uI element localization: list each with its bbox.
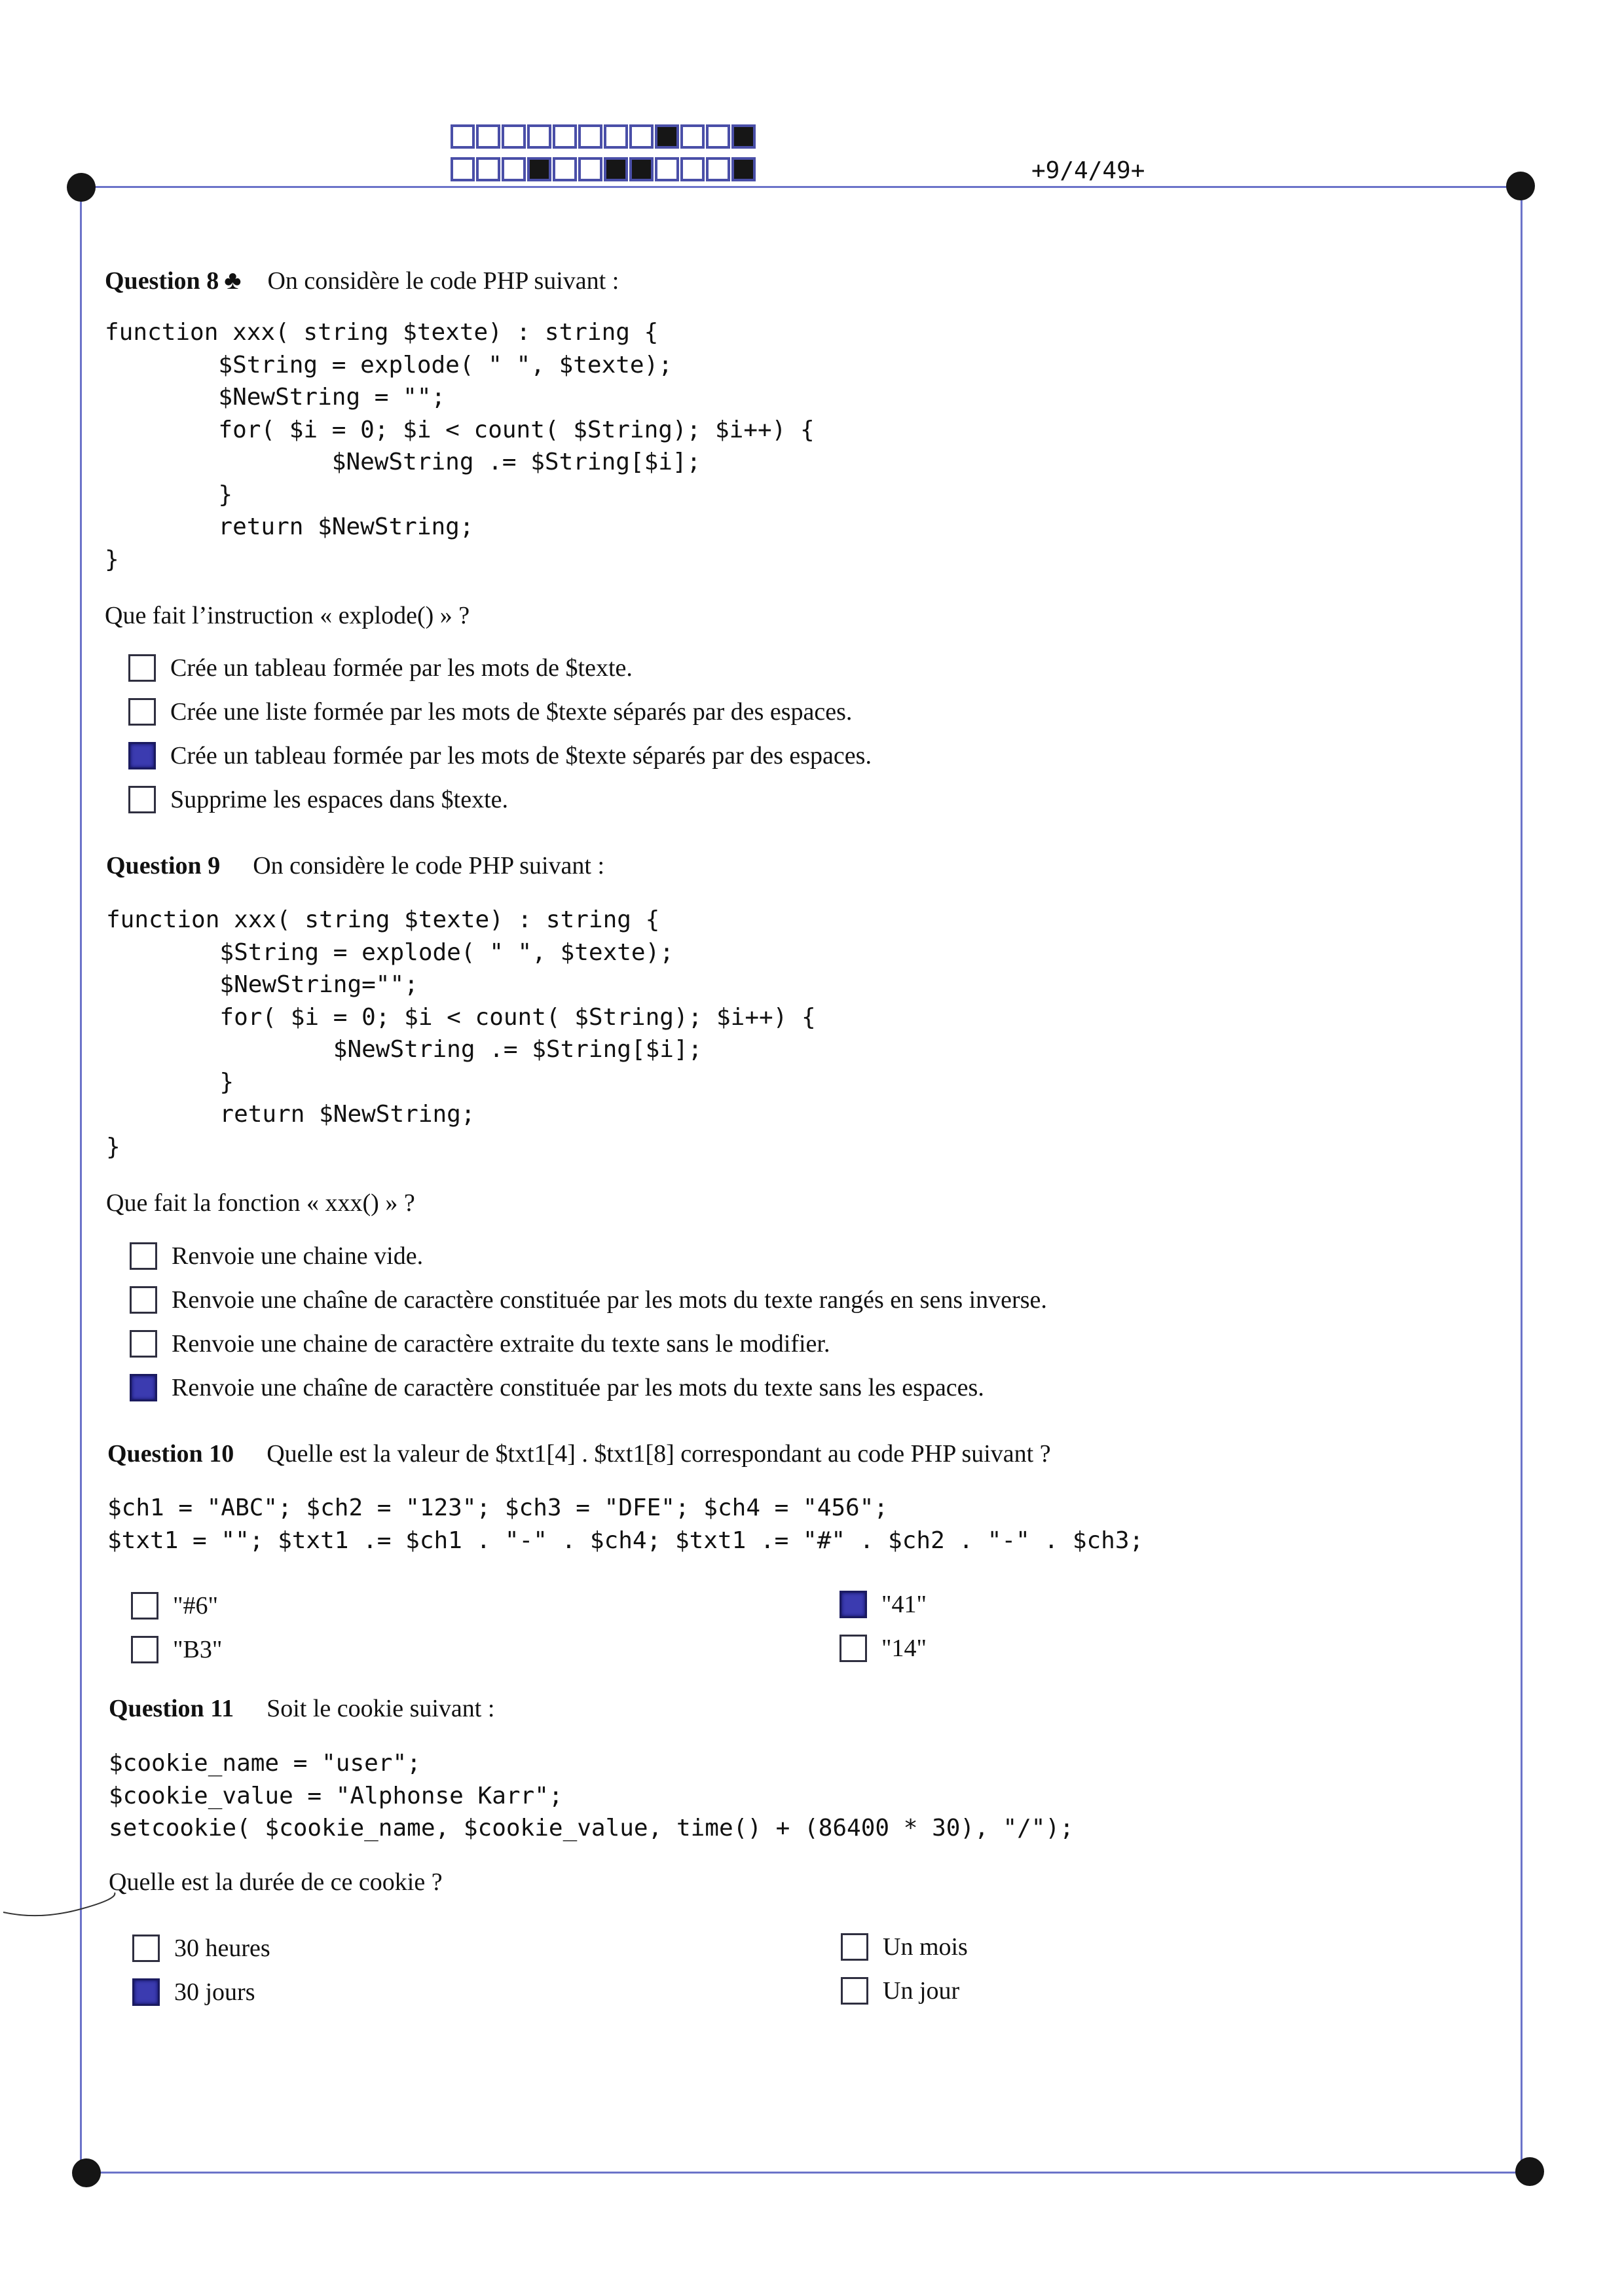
question-10-choice-3[interactable]: [131, 1635, 222, 1664]
checkbox[interactable]: [841, 1977, 868, 2005]
question-label: Question 10: [107, 1440, 234, 1468]
question-11-prompt: Quelle est la durée de ce cookie ?: [109, 1868, 443, 1896]
page-id: +9/4/49+: [1031, 157, 1145, 184]
barcode-cell-empty: [680, 157, 705, 181]
frame-left-line: [80, 186, 82, 2174]
question-11-choice-1[interactable]: [132, 1934, 270, 1963]
question-label: Question 8: [105, 267, 219, 295]
question-11-choice-3[interactable]: [132, 1978, 255, 2007]
choice-label: Renvoie une chaine de caractère extraite du texte sans le modifier.: [172, 1330, 830, 1358]
choice-label: "14": [881, 1635, 927, 1662]
choice-label: 30 jours: [174, 1978, 255, 2006]
question-10-choice-2[interactable]: [840, 1590, 927, 1619]
barcode-cell-empty: [604, 124, 628, 149]
barcode-bottom: [451, 157, 757, 181]
frame-bottom-line: [80, 2172, 1530, 2174]
question-9-choice-3[interactable]: [130, 1329, 830, 1358]
barcode-cell-empty: [655, 157, 679, 181]
choice-label: "#6": [173, 1592, 219, 1620]
barcode-cell-empty: [502, 124, 526, 149]
question-8-title: [105, 265, 619, 295]
barcode-cell-filled: [731, 157, 756, 181]
checkbox[interactable]: [840, 1635, 867, 1662]
question-10-title: [107, 1439, 1051, 1468]
question-label: Question 9: [106, 852, 221, 880]
question-9-prompt: Que fait la fonction « xxx() » ?: [106, 1189, 415, 1217]
question-8-choice-1[interactable]: [128, 654, 633, 682]
checkbox-checked[interactable]: [130, 1374, 157, 1401]
question-10-choice-4[interactable]: [840, 1634, 927, 1663]
choice-label: 30 heures: [174, 1935, 270, 1962]
frame-right-line: [1521, 186, 1522, 2174]
barcode-cell-empty: [451, 124, 475, 149]
question-9-choice-4[interactable]: [130, 1373, 984, 1402]
frame-top-line: [80, 186, 1521, 188]
choice-label: Supprime les espaces dans $texte.: [170, 786, 509, 813]
question-11-code: $cookie_name = "user"; $cookie_value = "Alphonse Karr"; setcookie( $cookie_name, $cookie_value, time() + (86400 * 30), "/");: [109, 1750, 1074, 1842]
question-8-choice-2[interactable]: [128, 697, 852, 726]
corner-mark-top-left: [67, 173, 96, 202]
corner-mark-bottom-left: [72, 2158, 101, 2187]
checkbox[interactable]: [128, 786, 156, 813]
question-intro: Quelle est la valeur de $txt1[4] . $txt1[8] correspondant au code PHP suivant ?: [267, 1440, 1051, 1468]
club-icon: ♣: [224, 265, 242, 295]
choice-label: "B3": [173, 1636, 223, 1663]
barcode-cell-filled: [527, 157, 551, 181]
choice-label: Renvoie une chaîne de caractère constituée par les mots du texte rangés en sens inverse.: [172, 1286, 1047, 1314]
checkbox[interactable]: [130, 1330, 157, 1358]
barcode-cell-empty: [706, 124, 730, 149]
barcode-cell-empty: [706, 157, 730, 181]
checkbox[interactable]: [130, 1286, 157, 1314]
corner-mark-bottom-right: [1515, 2157, 1544, 2186]
checkbox[interactable]: [131, 1592, 158, 1620]
barcode-cell-empty: [553, 157, 577, 181]
question-label: Question 11: [109, 1695, 234, 1722]
question-11-choice-2[interactable]: [841, 1933, 968, 1961]
question-11-title: [109, 1694, 494, 1723]
question-8-choice-4[interactable]: [128, 785, 508, 814]
question-9-choice-1[interactable]: [130, 1242, 423, 1270]
barcode-top: [451, 124, 757, 149]
choice-label: Crée une liste formée par les mots de $texte séparés par des espaces.: [170, 698, 853, 726]
choice-label: Renvoie une chaine vide.: [172, 1242, 424, 1270]
barcode-cell-empty: [476, 157, 500, 181]
choice-label: Renvoie une chaîne de caractère constituée par les mots du texte sans les espaces.: [172, 1374, 984, 1401]
checkbox-checked[interactable]: [840, 1591, 867, 1618]
barcode-cell-empty: [527, 124, 551, 149]
choice-label: Un jour: [883, 1977, 960, 2005]
question-9-choice-2[interactable]: [130, 1286, 1047, 1314]
corner-mark-top-right: [1506, 172, 1535, 200]
question-9-code: function xxx( string $texte) : string { $String = explode( " ", $texte); $NewString=""; for( $i = 0; $i < count( $String); $i++) { $NewString .= $String[$i]; } return $NewString; }: [106, 906, 816, 1160]
barcode-cell-empty: [680, 124, 705, 149]
barcode-cell-empty: [553, 124, 577, 149]
question-intro: On considère le code PHP suivant :: [267, 267, 619, 295]
choice-label: Un mois: [883, 1933, 968, 1961]
pen-stroke: [0, 1886, 131, 1925]
barcode-cell-filled: [604, 157, 628, 181]
barcode-cell-empty: [451, 157, 475, 181]
question-11-choice-4[interactable]: [841, 1976, 959, 2005]
barcode-cell-filled: [731, 124, 756, 149]
checkbox[interactable]: [128, 654, 156, 682]
checkbox[interactable]: [841, 1933, 868, 1961]
checkbox[interactable]: [131, 1636, 158, 1663]
barcode-cell-filled: [655, 124, 679, 149]
choice-label: Crée un tableau formée par les mots de $texte.: [170, 654, 633, 682]
question-8-prompt: Que fait l’instruction « explode() » ?: [105, 602, 470, 629]
barcode-cell-empty: [578, 157, 602, 181]
checkbox-checked[interactable]: [132, 1978, 160, 2006]
barcode-cell-filled: [629, 157, 654, 181]
checkbox-checked[interactable]: [128, 742, 156, 769]
barcode-cell-empty: [476, 124, 500, 149]
question-9-title: [106, 851, 604, 880]
question-8-code: function xxx( string $texte) : string { $String = explode( " ", $texte); $NewString = ""; for( $i = 0; $i < count( $String); $i++) { $NewString .= $String[$i]; } return $NewString; }: [105, 319, 815, 573]
barcode-cell-empty: [629, 124, 654, 149]
question-10-choice-1[interactable]: [131, 1591, 218, 1620]
question-8-choice-3[interactable]: [128, 741, 872, 770]
question-intro: Soit le cookie suivant :: [267, 1695, 495, 1722]
checkbox[interactable]: [130, 1242, 157, 1270]
barcode-cell-empty: [578, 124, 602, 149]
checkbox[interactable]: [132, 1935, 160, 1962]
checkbox[interactable]: [128, 698, 156, 726]
barcode-cell-empty: [502, 157, 526, 181]
choice-label: "41": [881, 1591, 927, 1618]
choice-label: Crée un tableau formée par les mots de $texte séparés par des espaces.: [170, 742, 872, 769]
question-10-code: $ch1 = "ABC"; $ch2 = "123"; $ch3 = "DFE"; $ch4 = "456"; $txt1 = ""; $txt1 .= $ch1 . "-" . $ch4; $txt1 .= "#" . $ch2 . "-" . $ch3;: [107, 1494, 1144, 1554]
question-intro: On considère le code PHP suivant :: [253, 852, 605, 880]
